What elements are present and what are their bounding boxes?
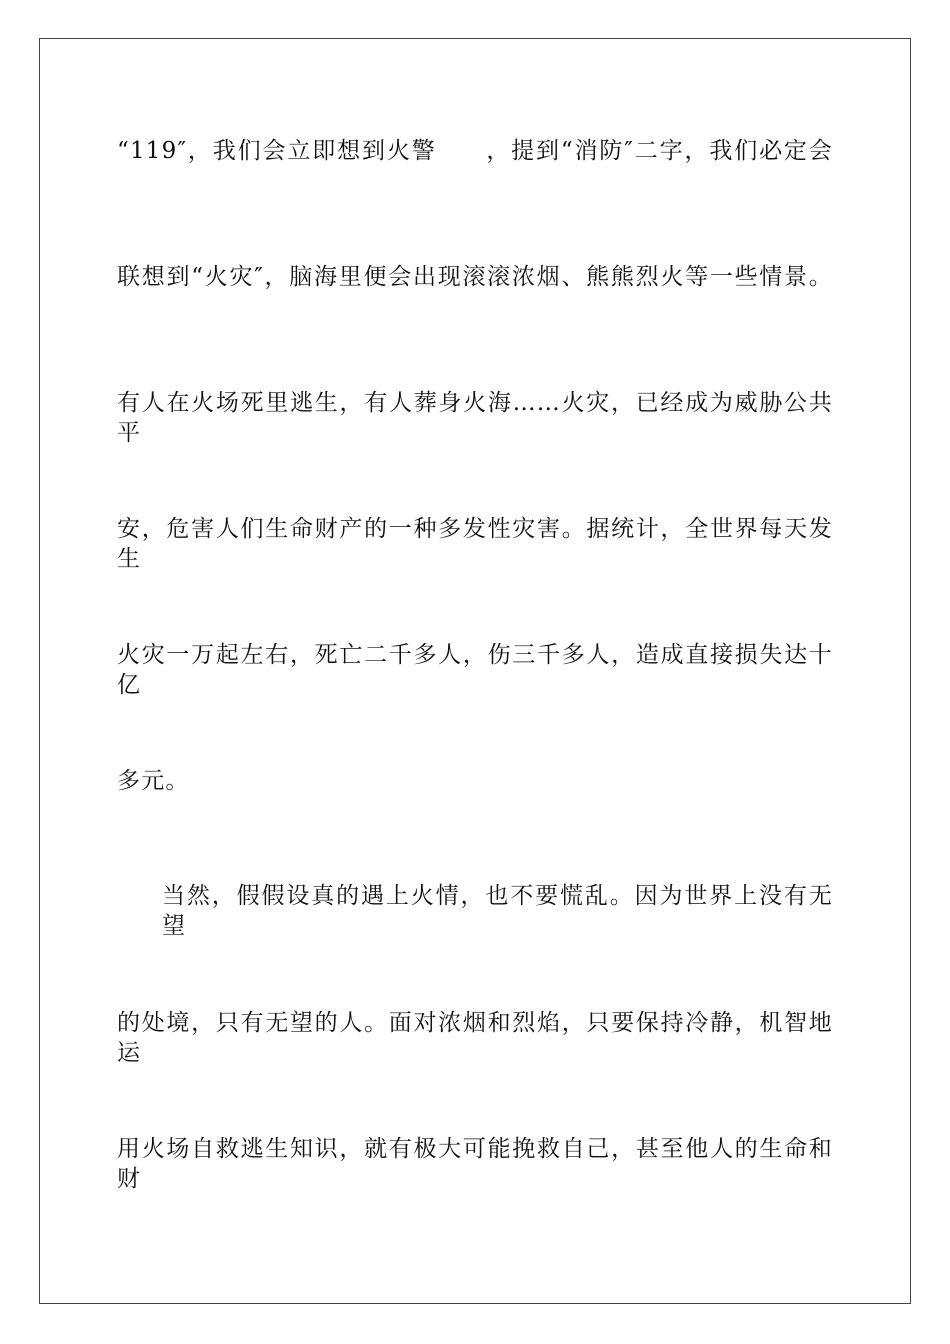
text-line-4: 安，危害人们生命财产的一种多发性灾害。据统计，全世界每天发生 xyxy=(117,516,833,572)
text-line-2: 联想到“火灾″，脑海里便会出现滚滚浓烟、熊熊烈火等一些情景。 xyxy=(117,264,833,290)
text-line-3: 有人在火场死里逃生，有人葬身火海……火灾，已经成为威胁公共平 xyxy=(117,390,833,446)
text-line-9: 用火场自救逃生知识，就有极大可能挽救自己，甚至他人的生命和财 xyxy=(117,1136,833,1192)
text-line-6: 多元。 xyxy=(117,768,190,794)
text-line-1: “119″，我们会立即想到火警 ，提到“消防″二字，我们必定会 xyxy=(117,138,833,164)
text-line-8: 的处境，只有无望的人。面对浓烟和烈焰，只要保持冷静，机智地运 xyxy=(117,1010,833,1066)
text-line-7-paragraph-start: 当然，假假设真的遇上火情，也不要慌乱。因为世界上没有无望 xyxy=(162,883,833,939)
text-line-5: 火灾一万起左右，死亡二千多人，伤三千多人，造成直接损失达十亿 xyxy=(117,642,833,698)
